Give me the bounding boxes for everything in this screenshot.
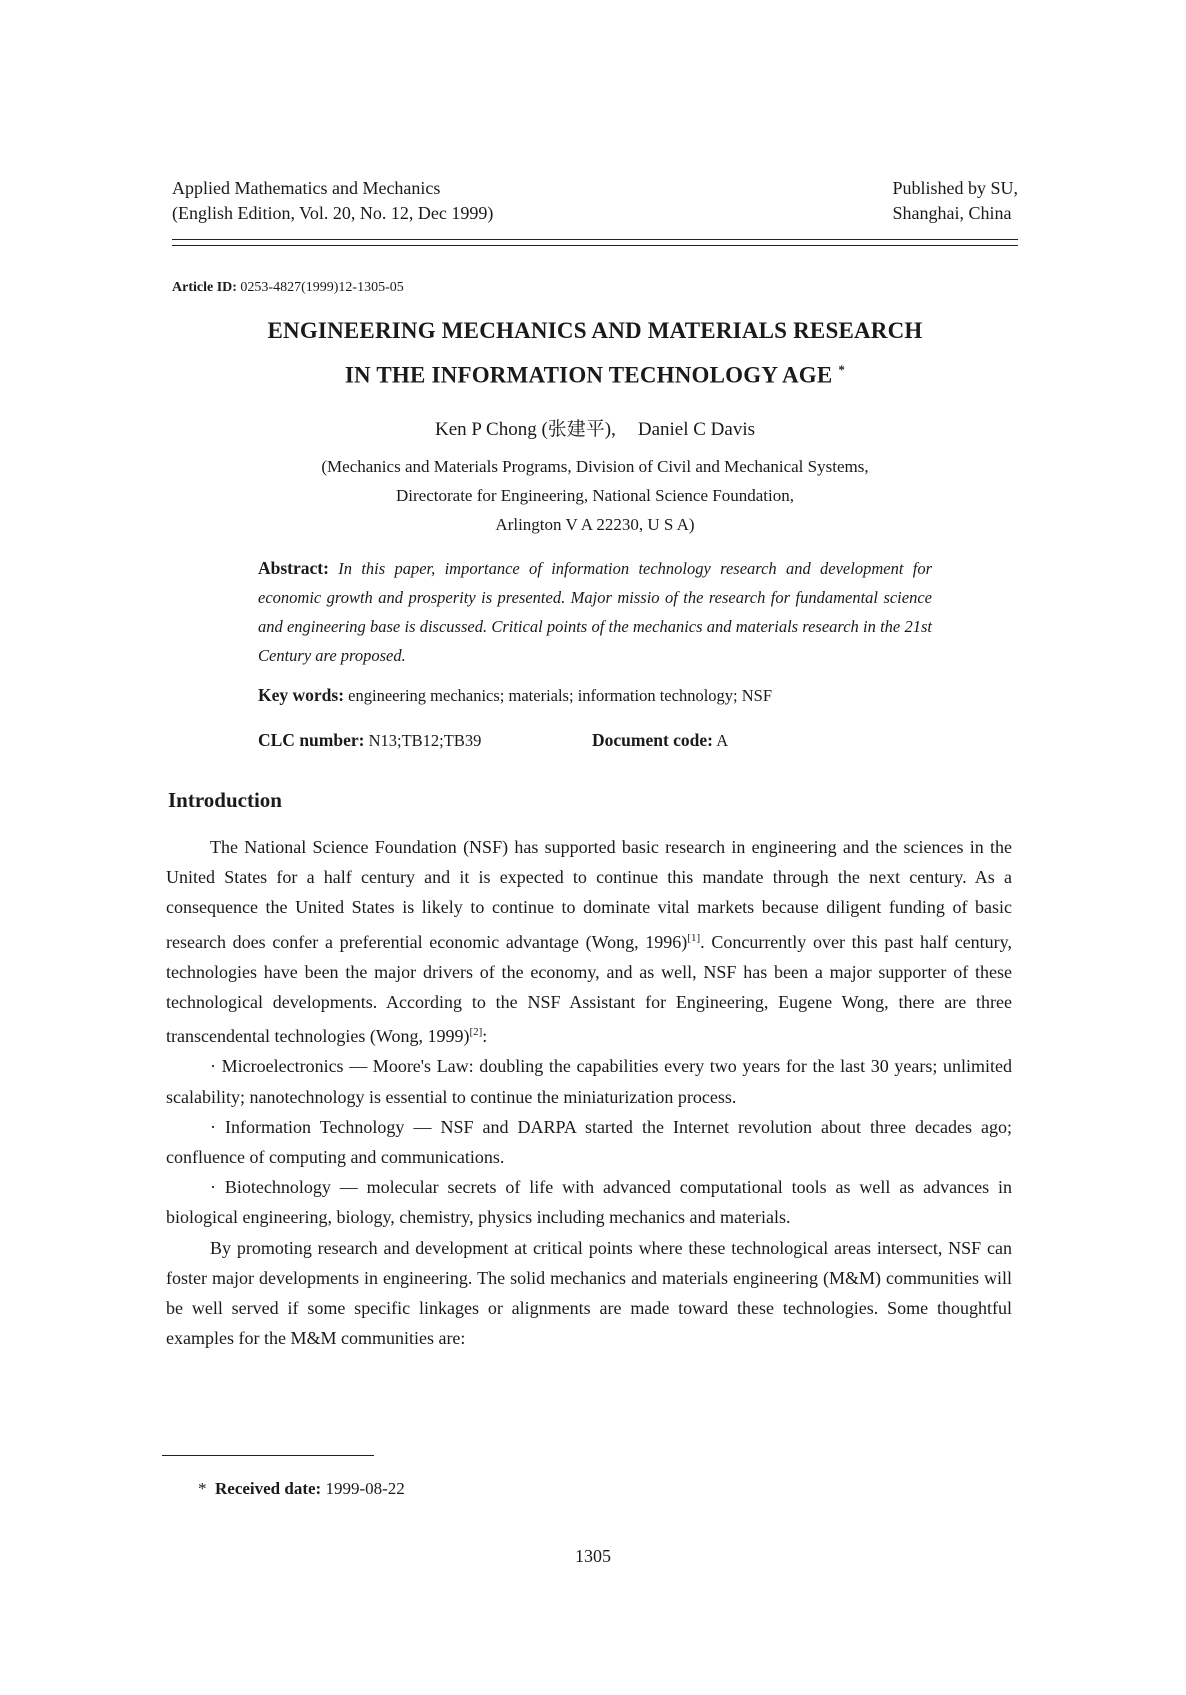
article-id-label: Article ID: bbox=[172, 280, 237, 295]
paragraph-1-part-a: The National Science Foundation (NSF) has supported basic research in engineering and the sciences in the United States for a half century and it is expected to continue this mandate through the next century. As a consequence the United States is likely to continue to dominate vital markets because diligent funding of basic research does confer a preferential economic advantage (Wong, 1996) bbox=[166, 837, 1012, 952]
document-code-value: A bbox=[713, 731, 729, 750]
clc-label: CLC number: bbox=[258, 730, 365, 750]
journal-citation bbox=[172, 176, 493, 226]
footnote-rule bbox=[162, 1455, 374, 1456]
author-1: Ken P Chong (张建平), bbox=[435, 419, 616, 440]
footnote-marker: * bbox=[198, 1479, 207, 1498]
paragraph-1 bbox=[166, 832, 1012, 1051]
publisher-location: Shanghai, China bbox=[892, 203, 1012, 223]
affiliation-line2: Directorate for Engineering, National Science Foundation, bbox=[396, 486, 794, 505]
title-footnote-marker: * bbox=[838, 362, 846, 377]
publisher-info bbox=[892, 176, 1018, 226]
footnote-label: Received date: bbox=[215, 1479, 322, 1498]
paper-title-line2 bbox=[172, 362, 1018, 389]
author-list bbox=[172, 414, 1018, 441]
abstract bbox=[258, 554, 932, 670]
publisher-name: Published by SU, bbox=[892, 178, 1018, 198]
author-2: Daniel C Davis bbox=[637, 419, 755, 440]
paragraph-2: By promoting research and development at critical points where these technological areas intersect, NSF can foster major developments in engineering. The solid mechanics and materials engineering (M&M) communities will be well served if some specific linkages or alignments are made toward these technologies. Some thoughtful examples for the M&M communities are: bbox=[166, 1237, 1012, 1349]
keywords bbox=[258, 685, 772, 706]
document-code bbox=[592, 730, 728, 751]
footnote-text: 1999-08-22 bbox=[321, 1479, 405, 1498]
paper-title-text: IN THE INFORMATION TECHNOLOGY AGE bbox=[344, 362, 833, 388]
bullet-information-technology: · Information Technology — NSF and DARPA started the Internet revolution about three decades ago; confluence of computing and communications. bbox=[166, 1116, 1012, 1168]
clc-value: N13;TB12;TB39 bbox=[364, 731, 482, 750]
section-heading: Introduction bbox=[168, 788, 282, 812]
body-text bbox=[166, 832, 1012, 1353]
abstract-label: Abstract: bbox=[258, 558, 329, 578]
keywords-label: Key words: bbox=[258, 685, 345, 705]
bullet-biotechnology: · Biotechnology — molecular secrets of life with advanced computational tools as well as advances in biological engineering, biology, chemistry, physics including mechanics and materials. bbox=[166, 1177, 1012, 1228]
journal-edition: (English Edition, Vol. 20, No. 12, Dec 1999) bbox=[172, 203, 494, 223]
page-number: 1305 bbox=[575, 1546, 611, 1566]
affiliation-line1: (Mechanics and Materials Programs, Division of Civil and Mechanical Systems, bbox=[321, 457, 869, 476]
paragraph-1-part-c: : bbox=[482, 1026, 488, 1047]
paragraph-1-part-b: . Concurrently over this past half century, technologies have been the major drivers of the economy, and as well, NSF has been a major supporter of these technological developments. According to the NSF Assistant for Engineering, Eugene Wong, there are three transcendental technologies (Wong, 1999) bbox=[166, 931, 1013, 1047]
citation-1: [1] bbox=[687, 931, 701, 944]
journal-name: Applied Mathematics and Mechanics bbox=[172, 178, 441, 198]
affiliation bbox=[172, 452, 1018, 539]
citation-2: [2] bbox=[469, 1026, 483, 1039]
keywords-text: engineering mechanics; materials; information technology; NSF bbox=[344, 686, 773, 705]
footnote bbox=[198, 1479, 405, 1499]
bullet-microelectronics: · Microelectronics — Moore's Law: doubling the capabilities every two years for the last 30 years; unlimited scalability; nanotechnology is essential to continue the miniaturization process. bbox=[166, 1056, 1012, 1107]
paper-title-line1: ENGINEERING MECHANICS AND MATERIALS RESEARCH bbox=[267, 318, 923, 343]
article-id-value: 0253-4827(1999)12-1305-05 bbox=[236, 280, 404, 295]
abstract-text: In this paper, importance of information technology research and development for economic growth and prosperity is presented. Major missio of the research for fundamental science and engineering base is discussed. Critical points of the mechanics and materials research in the 21st Century are proposed. bbox=[258, 559, 932, 665]
affiliation-line3: Arlington V A 22230, U S A) bbox=[495, 515, 695, 534]
document-code-label: Document code: bbox=[592, 730, 714, 750]
clc-number bbox=[258, 730, 481, 751]
article-id bbox=[172, 280, 404, 296]
header-double-rule bbox=[172, 239, 1018, 246]
